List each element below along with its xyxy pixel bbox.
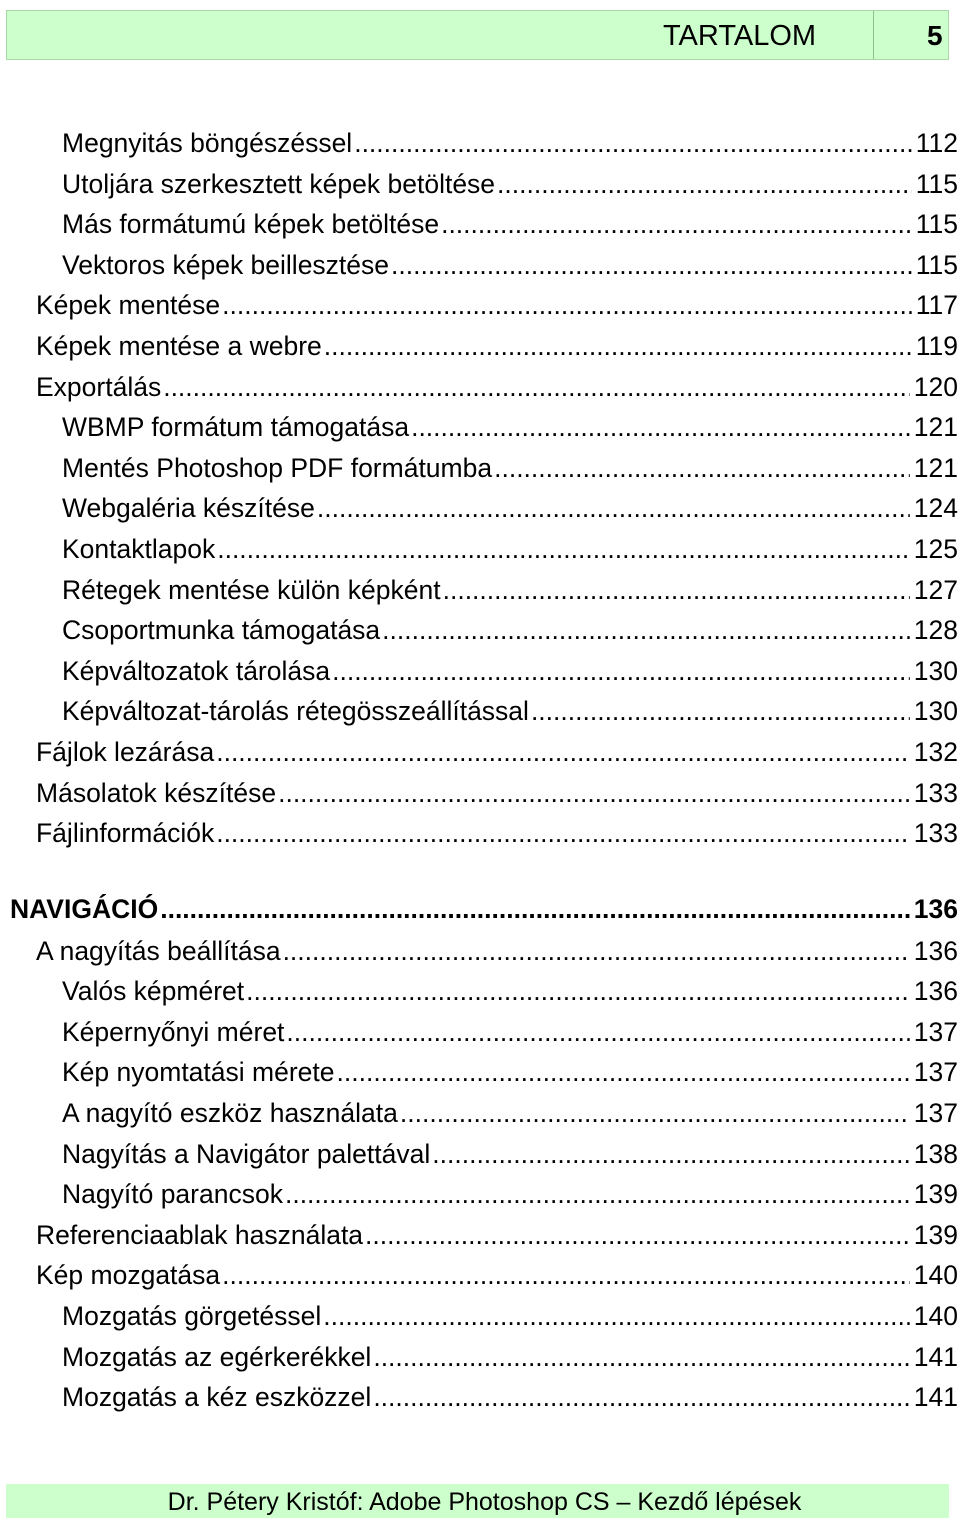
toc-entry-page: 138 <box>913 1138 958 1169</box>
toc-entry-page: 117 <box>915 290 958 321</box>
toc-entry-label: Kontaktlapok <box>62 533 216 564</box>
dot-leader <box>323 1296 910 1336</box>
toc-entry-page: 139 <box>913 1179 958 1210</box>
dot-leader <box>332 651 910 691</box>
toc-entry-page: 121 <box>913 452 958 483</box>
toc-entry[interactable] <box>0 1174 960 1215</box>
dot-leader <box>400 1093 910 1133</box>
toc-entry[interactable] <box>0 610 960 651</box>
page-number: 5 <box>927 20 943 51</box>
toc-entry-label: Csoportmunka támogatása <box>62 615 381 646</box>
toc-entry-label: NAVIGÁCIÓ <box>10 893 159 924</box>
dot-leader <box>216 732 910 772</box>
toc-entry-label: Fájlinformációk <box>36 818 215 849</box>
toc-entry-label: Kép mozgatása <box>36 1260 221 1291</box>
toc-entry-page: 136 <box>913 976 958 1007</box>
dot-leader <box>283 931 910 971</box>
toc-entry-page: 128 <box>913 615 958 646</box>
toc-entry-page: 124 <box>913 493 958 524</box>
toc-entry-page: 141 <box>913 1341 958 1372</box>
toc-entry-label: Kép nyomtatási mérete <box>62 1057 335 1088</box>
toc-entry[interactable] <box>0 1296 960 1337</box>
toc-entry-page: 140 <box>913 1260 958 1291</box>
toc-entry-page: 119 <box>915 330 958 361</box>
toc-entry[interactable] <box>0 123 960 164</box>
toc-entry-label: Nagyítás a Navigátor palettával <box>62 1138 431 1169</box>
toc-entry[interactable] <box>0 1215 960 1256</box>
toc-entry[interactable] <box>0 204 960 245</box>
toc-entry-label: Referenciaablak használata <box>36 1219 364 1250</box>
toc-entry[interactable] <box>0 971 960 1012</box>
toc-entry-label: Rétegek mentése külön képként <box>62 574 441 605</box>
toc-entry[interactable] <box>0 1093 960 1134</box>
toc-entry-label: A nagyító eszköz használata <box>62 1098 398 1129</box>
dot-leader <box>443 570 910 610</box>
footer-text: Dr. Pétery Kristóf: Adobe Photoshop CS – Kezdő lépések <box>167 1488 802 1516</box>
toc-entry[interactable] <box>0 367 960 408</box>
table-of-contents <box>0 123 960 1418</box>
dot-leader <box>160 885 910 933</box>
toc-entry[interactable] <box>0 1337 960 1378</box>
dot-leader <box>382 610 910 650</box>
toc-entry-label: Képek mentése a webre <box>36 330 322 361</box>
dot-leader <box>217 529 910 569</box>
toc-chapter[interactable] <box>0 885 960 933</box>
toc-entry-page: 120 <box>913 371 958 402</box>
toc-entry-label: Webgaléria készítése <box>62 493 315 524</box>
toc-entry-page: 130 <box>913 696 958 727</box>
toc-entry[interactable] <box>0 326 960 367</box>
toc-entry-page: 137 <box>913 1098 958 1129</box>
toc-entry[interactable] <box>0 1134 960 1175</box>
dot-leader <box>432 1134 910 1174</box>
toc-entry[interactable] <box>0 529 960 570</box>
toc-entry[interactable] <box>0 488 960 529</box>
toc-entry-label: Képváltozatok tárolása <box>62 655 331 686</box>
dot-leader <box>494 448 910 488</box>
toc-entry[interactable] <box>0 1052 960 1093</box>
dot-leader <box>497 164 912 204</box>
dot-leader <box>354 123 912 163</box>
dot-leader <box>441 204 912 244</box>
toc-entry-label: A nagyítás beállítása <box>36 935 281 966</box>
page-header <box>6 10 949 60</box>
toc-entry-label: Mentés Photoshop PDF formátumba <box>62 452 493 483</box>
toc-entry-label: Fájlok lezárása <box>36 736 215 767</box>
toc-entry[interactable] <box>0 1255 960 1296</box>
toc-entry[interactable] <box>0 732 960 773</box>
toc-entry[interactable] <box>0 448 960 489</box>
toc-entry[interactable] <box>0 651 960 692</box>
toc-entry-page: 140 <box>913 1301 958 1332</box>
toc-entry-label: WBMP formátum támogatása <box>62 412 410 443</box>
page-footer <box>6 1484 949 1518</box>
toc-entry-page: 115 <box>915 249 958 280</box>
dot-leader <box>373 1337 909 1377</box>
toc-entry-label: Mozgatás görgetéssel <box>62 1301 322 1332</box>
toc-entry[interactable] <box>0 931 960 972</box>
toc-entry-page: 125 <box>913 533 958 564</box>
dot-leader <box>531 691 910 731</box>
toc-entry[interactable] <box>0 1012 960 1053</box>
toc-entry-label: Exportálás <box>36 371 162 402</box>
toc-entry-page: 141 <box>913 1382 958 1413</box>
dot-leader <box>278 773 910 813</box>
toc-entry-page: 139 <box>913 1219 958 1250</box>
toc-entry[interactable] <box>0 691 960 732</box>
dot-leader <box>411 407 910 447</box>
toc-entry-page: 121 <box>913 412 958 443</box>
toc-entry-page: 133 <box>913 777 958 808</box>
header-divider <box>873 11 874 59</box>
dot-leader <box>317 488 910 528</box>
toc-entry-page: 137 <box>913 1016 958 1047</box>
toc-entry-page: 133 <box>913 818 958 849</box>
toc-entry-page: 136 <box>913 935 958 966</box>
toc-entry-page: 137 <box>913 1057 958 1088</box>
toc-entry-label: Mozgatás a kéz eszközzel <box>62 1382 372 1413</box>
toc-entry-label: Utoljára szerkesztett képek betöltése <box>62 168 496 199</box>
toc-entry-label: Valós képméret <box>62 976 245 1007</box>
toc-entry-label: Vektoros képek beillesztése <box>62 249 390 280</box>
toc-entry-page: 112 <box>915 128 958 158</box>
dot-leader <box>337 1052 910 1092</box>
dot-leader <box>365 1215 910 1255</box>
toc-entry[interactable] <box>0 1377 960 1418</box>
toc-entry[interactable] <box>0 285 960 326</box>
toc-entry-label: Képernyőnyi méret <box>62 1016 285 1047</box>
dot-leader <box>222 1255 910 1295</box>
toc-entry-label: Megnyitás böngészéssel <box>62 128 353 158</box>
dot-leader <box>324 326 912 366</box>
dot-leader <box>216 813 910 853</box>
toc-entry[interactable] <box>0 813 960 854</box>
toc-entry-page: 130 <box>913 655 958 686</box>
dot-leader <box>163 367 910 407</box>
toc-entry-label: Mozgatás az egérkerékkel <box>62 1341 372 1372</box>
toc-entry[interactable] <box>0 570 960 611</box>
toc-entry[interactable] <box>0 407 960 448</box>
toc-entry[interactable] <box>0 773 960 814</box>
toc-entry-label: Nagyító parancsok <box>62 1179 283 1210</box>
toc-entry[interactable] <box>0 164 960 205</box>
toc-entry-page: 127 <box>913 574 958 605</box>
dot-leader <box>246 971 910 1011</box>
dot-leader <box>285 1174 910 1214</box>
dot-leader <box>222 285 912 325</box>
toc-entry-label: Más formátumú képek betöltése <box>62 209 440 240</box>
toc-entry-label: Képváltozat-tárolás rétegösszeállítással <box>62 696 529 727</box>
toc-entry-page: 115 <box>915 168 958 199</box>
toc-entry-label: Másolatok készítése <box>36 777 277 808</box>
toc-entry-page: 115 <box>915 209 958 240</box>
dot-leader <box>391 245 912 285</box>
toc-entry-page: 136 <box>913 893 958 924</box>
dot-leader <box>373 1377 909 1417</box>
toc-entry-label: Képek mentése <box>36 290 221 321</box>
toc-entry[interactable] <box>0 245 960 286</box>
header-title: TARTALOM <box>663 20 817 52</box>
toc-entry-page: 132 <box>913 736 958 767</box>
dot-leader <box>286 1012 909 1052</box>
